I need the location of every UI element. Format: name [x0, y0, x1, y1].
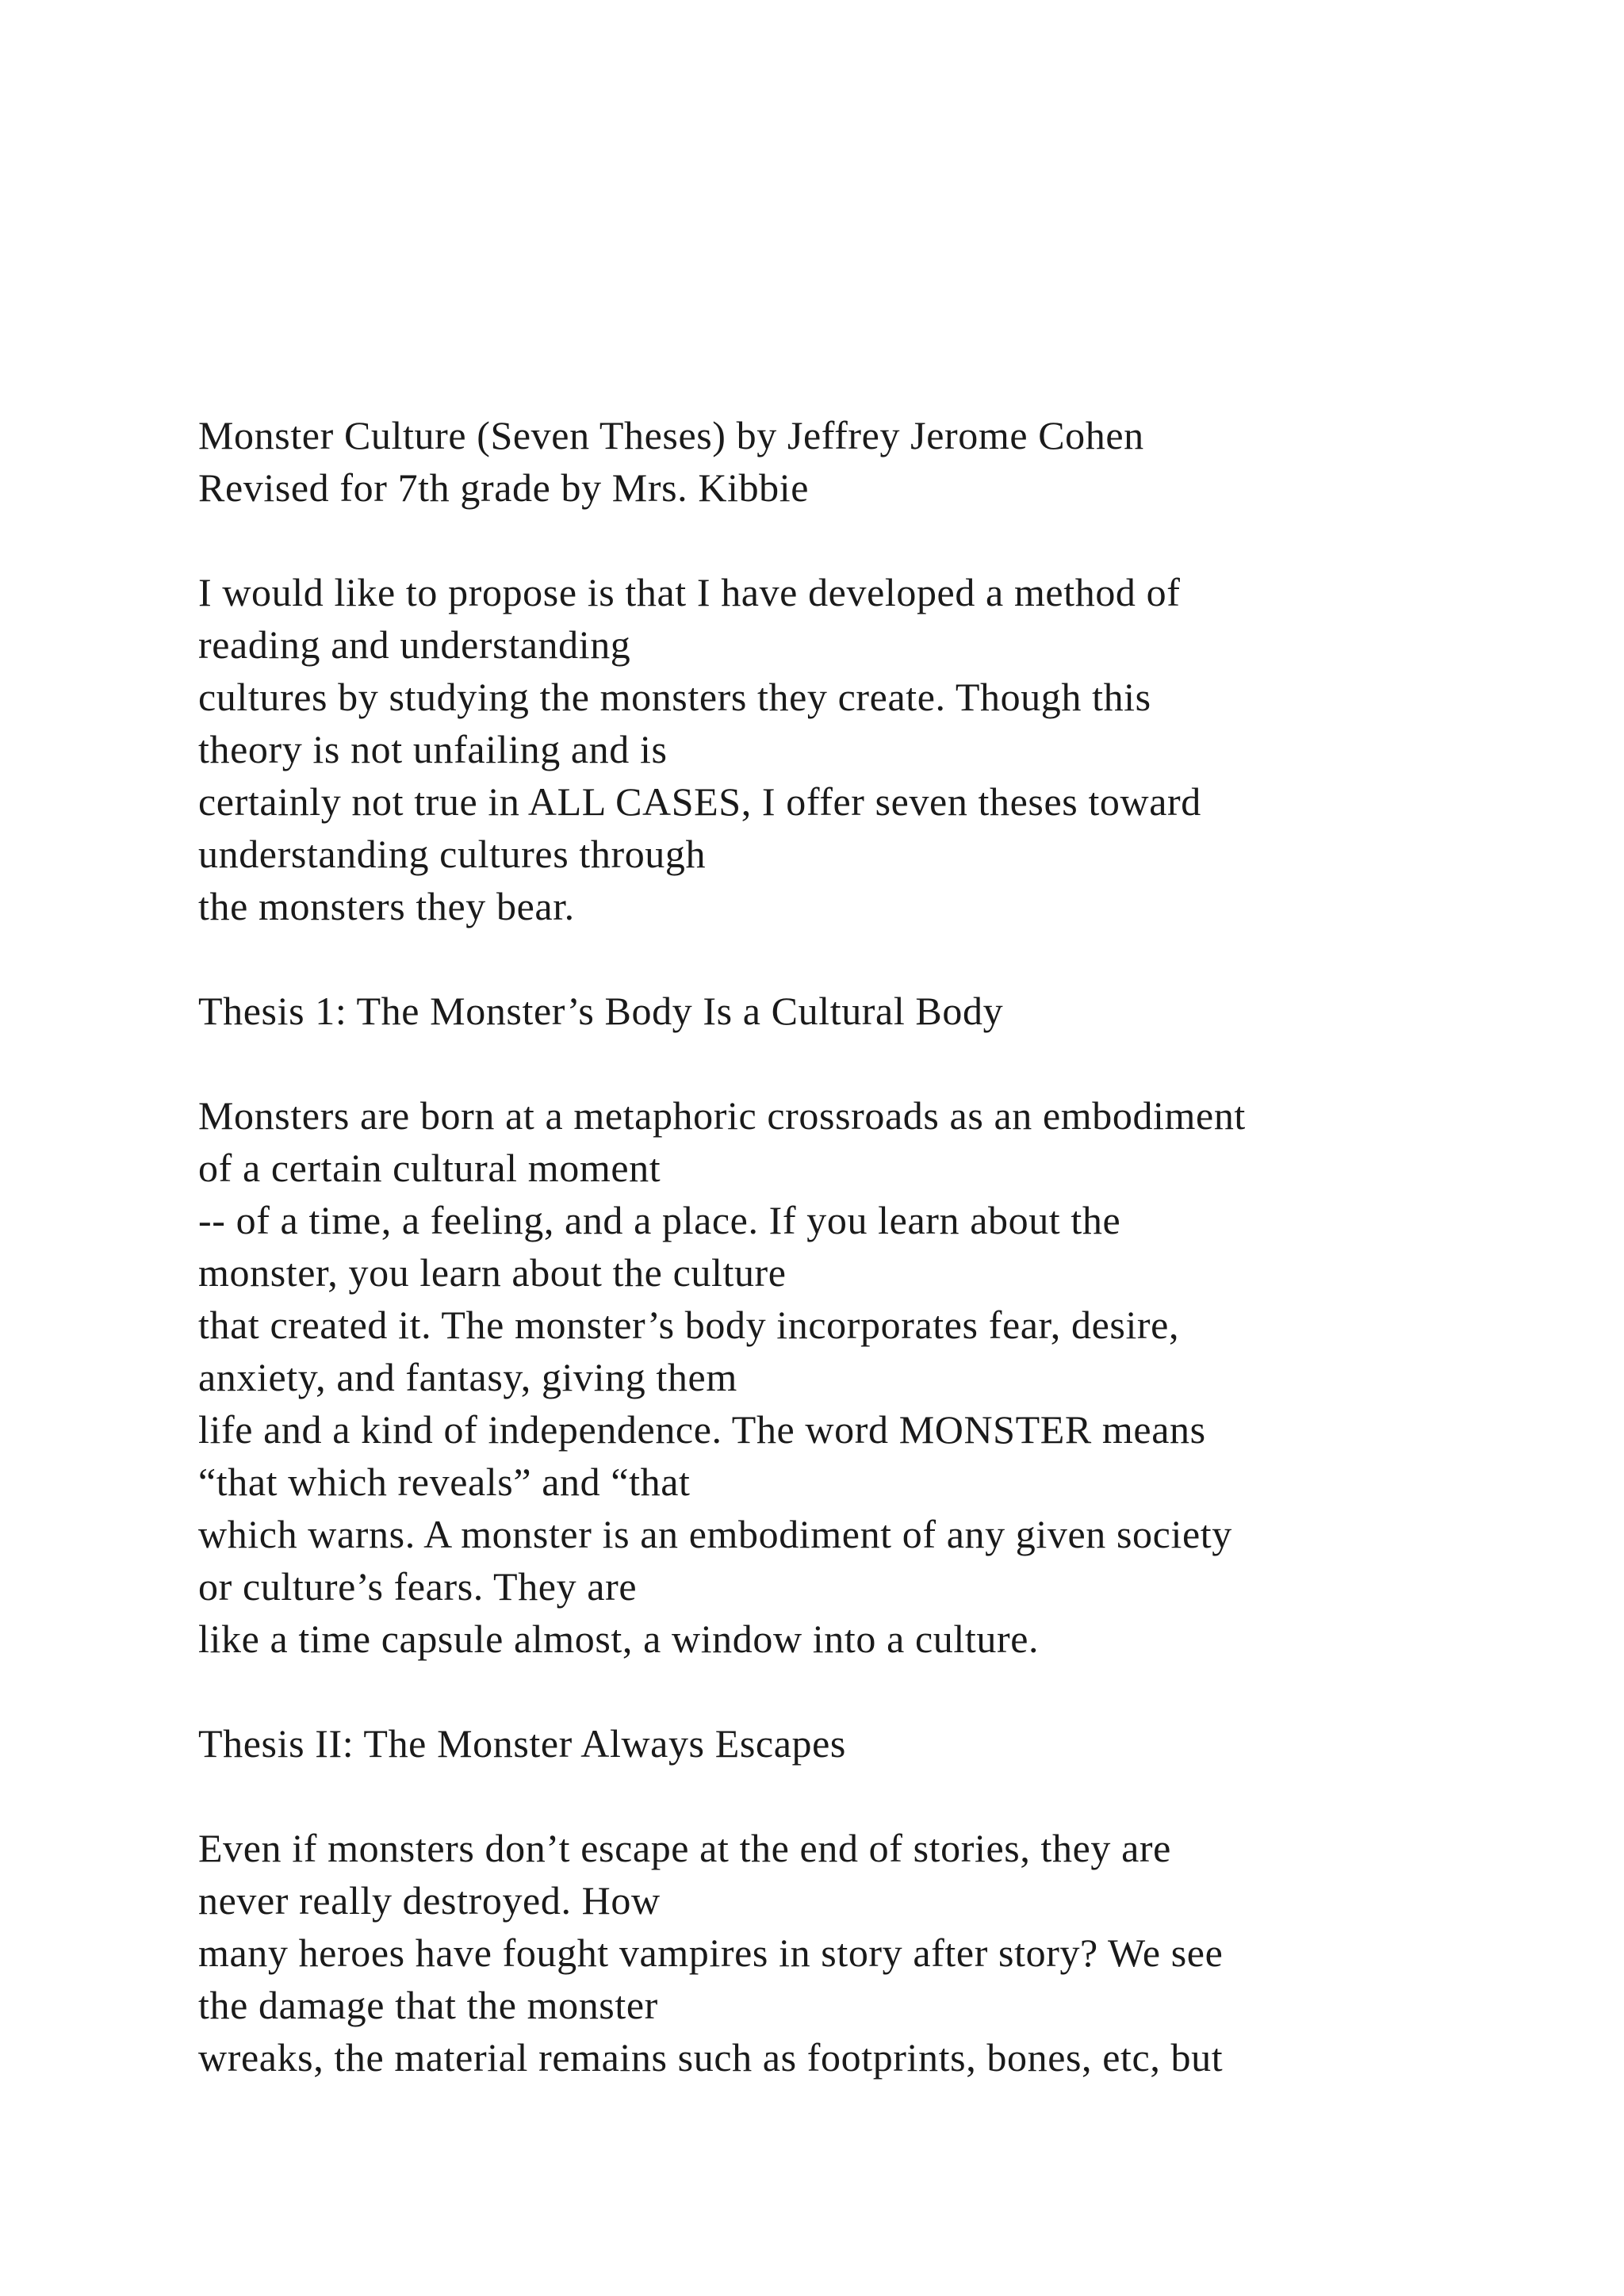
text-line: wreaks, the material remains such as footprints, bones, etc, but: [198, 2035, 1224, 2080]
text-line: -- of a time, a feeling, and a place. If you learn about the: [198, 1198, 1121, 1242]
text-line: the monsters they bear.: [198, 884, 575, 928]
text-line: certainly not true in ALL CASES, I offer seven theses toward: [198, 779, 1201, 824]
text-line: cultures by studying the monsters they create. Though this: [198, 675, 1151, 719]
paragraph-spacer: [198, 1770, 1467, 1822]
paragraph-spacer: [198, 514, 1467, 566]
text-line: Even if monsters don’t escape at the end of stories, they are: [198, 1826, 1171, 1870]
text-line: monster, you learn about the culture: [198, 1250, 787, 1295]
paragraph-spacer: [198, 1665, 1467, 1717]
text-line: of a certain cultural moment: [198, 1146, 661, 1190]
thesis-1-paragraph: [198, 1089, 1467, 1665]
text-line: many heroes have fought vampires in story after story? We see: [198, 1931, 1224, 1975]
text-line: or culture’s fears. They are: [198, 1564, 638, 1609]
document-title: Monster Culture (Seven Theses) by Jeffrey Jerome Cohen: [198, 413, 1144, 457]
text-line: reading and understanding: [198, 622, 631, 667]
document-body: [198, 409, 1467, 2084]
document-subtitle: Revised for 7th grade by Mrs. Kibbie: [198, 465, 810, 510]
text-line: like a time capsule almost, a window into a culture.: [198, 1617, 1040, 1661]
thesis-2-paragraph: [198, 1822, 1467, 2084]
paragraph-spacer: [198, 932, 1467, 985]
text-line: never really destroyed. How: [198, 1878, 661, 1923]
text-line: anxiety, and fantasy, giving them: [198, 1355, 737, 1399]
text-line: understanding cultures through: [198, 832, 707, 876]
thesis-2-heading: Thesis II: The Monster Always Escapes: [198, 1721, 846, 1766]
text-line: Monsters are born at a metaphoric crossroads as an embodiment: [198, 1093, 1246, 1138]
thesis-1-heading: Thesis 1: The Monster’s Body Is a Cultural Body: [198, 989, 1004, 1033]
text-line: which warns. A monster is an embodiment of any given society: [198, 1512, 1232, 1556]
text-line: theory is not unfailing and is: [198, 727, 668, 771]
text-line: I would like to propose is that I have developed a method of: [198, 570, 1181, 614]
intro-paragraph: [198, 566, 1467, 932]
text-line: that created it. The monster’s body incorporates fear, desire,: [198, 1303, 1180, 1347]
text-line: life and a kind of independence. The word MONSTER means: [198, 1407, 1206, 1452]
paragraph-spacer: [198, 1037, 1467, 1089]
text-line: “that which reveals” and “that: [198, 1460, 691, 1504]
text-line: the damage that the monster: [198, 1983, 658, 2027]
